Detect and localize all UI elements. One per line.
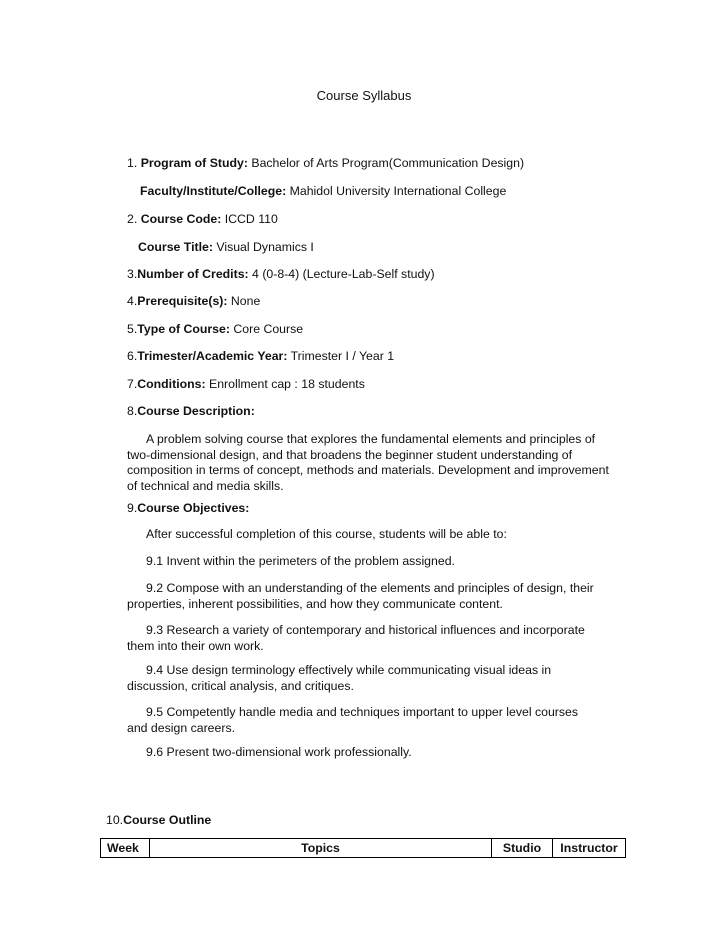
item-label: Conditions:: [137, 377, 206, 391]
course-outline-table: [100, 838, 626, 858]
item-label: Course Title:: [138, 240, 213, 254]
item-value: Mahidol University International College: [286, 184, 507, 198]
objective-item: [127, 663, 605, 694]
conditions: [127, 377, 365, 391]
objectives-intro: After successful completion of this course, students will be able to:: [146, 527, 507, 541]
objective-text: 9.4 Use design terminology effectively while communicating visual ideas in discussion, critical analysis, and critiques.: [127, 663, 552, 693]
item-number: 2.: [127, 212, 141, 226]
item-value: 4 (0-8-4) (Lecture-Lab-Self study): [248, 267, 435, 281]
prerequisites: [127, 294, 260, 308]
course-code: [127, 212, 278, 226]
course-title: [138, 240, 314, 254]
item-value: Trimester I / Year 1: [287, 349, 395, 363]
objective-item: [127, 705, 592, 736]
trimester-year: [127, 349, 394, 363]
item-number: 8.: [127, 404, 138, 418]
item-number: 10.: [106, 813, 124, 827]
item-value: Bachelor of Arts Program(Communication Design): [247, 156, 525, 170]
column-header-week: Week: [101, 839, 150, 858]
objective-text: 9.3 Research a variety of contemporary and historical influences and incorporate them into their own work.: [127, 623, 585, 653]
item-number: 7.: [127, 377, 138, 391]
column-header-topics: Topics: [150, 839, 492, 858]
item-label: Trimester/Academic Year:: [137, 349, 288, 363]
program-of-study: [127, 156, 524, 170]
item-value: Visual Dynamics I: [212, 240, 314, 254]
objective-text: 9.1 Invent within the perimeters of the problem assigned.: [146, 554, 455, 568]
item-number: 6.: [127, 349, 138, 363]
item-label: Prerequisite(s):: [137, 294, 228, 308]
item-label: Type of Course:: [137, 322, 230, 336]
item-number: 9.: [127, 501, 138, 515]
objective-item: [127, 623, 612, 654]
item-label: Course Objectives:: [137, 501, 250, 515]
table-header-row: [101, 839, 626, 858]
course-description-text: [127, 432, 612, 494]
item-number: 3.: [127, 267, 138, 281]
item-value: None: [227, 294, 261, 308]
item-value: Core Course: [229, 322, 304, 336]
item-label: Course Description:: [137, 404, 255, 418]
item-label: Number of Credits:: [137, 267, 249, 281]
item-value: Enrollment cap : 18 students: [205, 377, 365, 391]
item-label: Course Code:: [140, 212, 222, 226]
type-of-course: [127, 322, 303, 336]
number-of-credits: [127, 267, 435, 281]
column-header-instructor: Instructor: [553, 839, 626, 858]
page-title: Course Syllabus: [316, 88, 412, 103]
item-label: Program of Study:: [140, 156, 248, 170]
objective-text: 9.5 Competently handle media and techniques important to upper level courses and design careers.: [127, 705, 579, 735]
column-header-studio: Studio: [492, 839, 553, 858]
objective-item: [127, 581, 612, 612]
objective-item: [127, 745, 612, 761]
item-label: Course Outline: [123, 813, 212, 827]
item-value: ICCD 110: [221, 212, 278, 226]
description-body: A problem solving course that explores the fundamental elements and principles of two-dimensional design, and that broadens the beginner student understanding of composition in terms of concept, methods and materials. Development and improvement of technical and media skills.: [127, 432, 609, 493]
objective-text: 9.6 Present two-dimensional work professionally.: [146, 745, 412, 759]
item-number: 5.: [127, 322, 138, 336]
faculty: [140, 184, 506, 198]
item-label: Faculty/Institute/College:: [140, 184, 287, 198]
course-outline-heading: [106, 813, 211, 827]
item-number: 4.: [127, 294, 138, 308]
course-description-heading: [127, 404, 255, 418]
course-objectives-heading: [127, 501, 249, 515]
objective-item: [127, 554, 612, 570]
item-number: 1.: [127, 156, 141, 170]
objective-text: 9.2 Compose with an understanding of the elements and principles of design, their properties, inherent possibilities, and how they communicate content.: [127, 581, 594, 611]
